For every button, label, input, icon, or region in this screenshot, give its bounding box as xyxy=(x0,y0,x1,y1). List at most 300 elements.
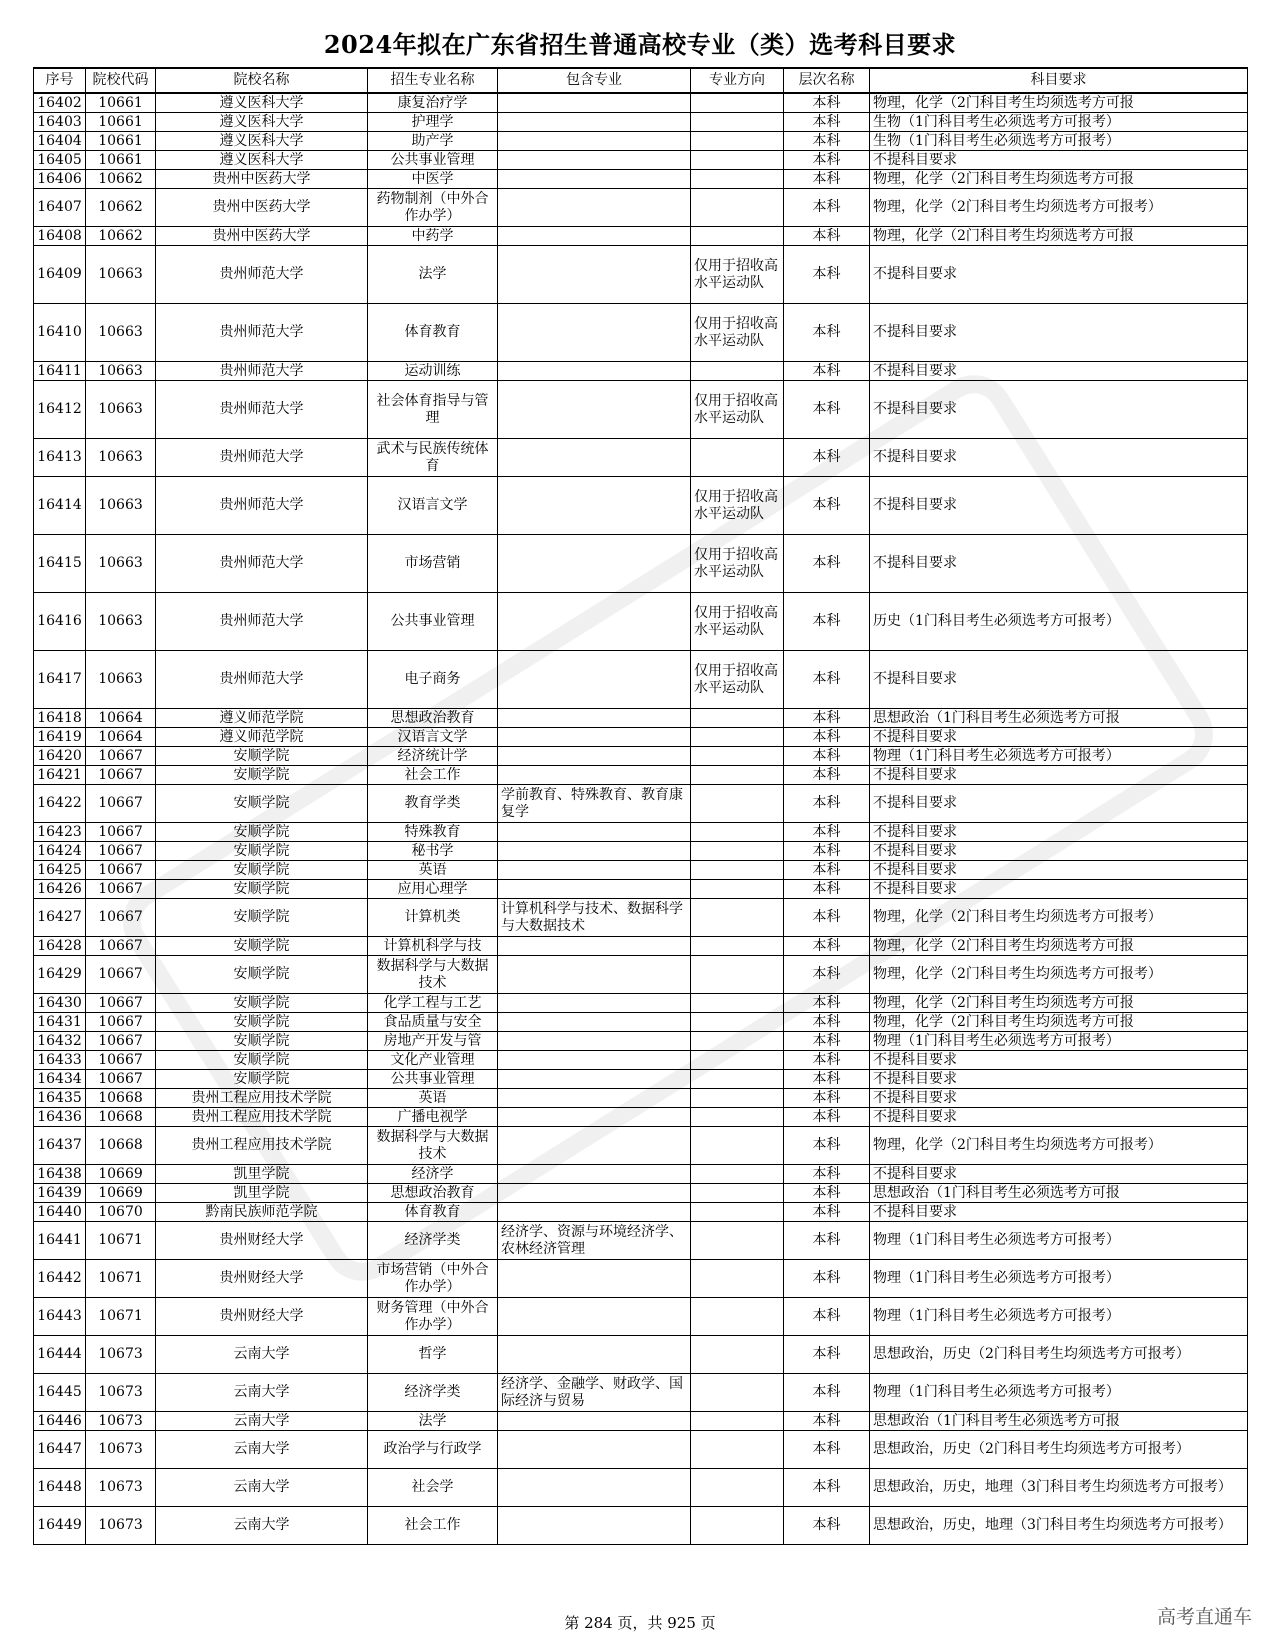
table-cell xyxy=(870,151,1248,170)
cell-text: 不提科目要求 xyxy=(873,151,957,168)
table-cell xyxy=(691,1089,784,1108)
table-cell xyxy=(691,861,784,880)
table-cell xyxy=(86,861,156,880)
table-cell xyxy=(34,381,86,439)
cell-text: 16408 xyxy=(37,227,82,244)
table-cell xyxy=(784,381,870,439)
table-cell xyxy=(784,728,870,747)
table-cell xyxy=(784,189,870,227)
cell-text: 药物制剂（中外合作办学） xyxy=(376,190,489,224)
cell-text: 数据科学与大数据技术 xyxy=(376,1128,489,1162)
cell-text: 16435 xyxy=(37,1089,82,1106)
table-cell xyxy=(691,994,784,1013)
table-row xyxy=(34,1089,1248,1108)
table-cell xyxy=(870,381,1248,439)
cell-text: 经济学、金融学、财政学、国际经济与贸易 xyxy=(501,1375,683,1409)
table-cell xyxy=(498,1222,691,1260)
table-cell xyxy=(368,1032,498,1051)
table-row xyxy=(34,1469,1248,1507)
cell-text: 物理（1门科目考生必须选考方可报考） xyxy=(873,1270,1120,1286)
table-row xyxy=(34,880,1248,899)
table-cell xyxy=(870,766,1248,785)
table-cell xyxy=(156,1051,368,1070)
cell-text: 不提科目要求 xyxy=(873,324,957,340)
table-body xyxy=(34,93,1248,1545)
table-cell xyxy=(784,709,870,728)
table-cell xyxy=(86,593,156,651)
table-row xyxy=(34,1298,1248,1336)
table-cell xyxy=(870,1032,1248,1051)
table-cell xyxy=(784,227,870,246)
table-cell xyxy=(86,651,156,709)
cell-text: 社会工作 xyxy=(404,1517,461,1533)
cell-text: 不提科目要求 xyxy=(873,362,957,379)
table-cell xyxy=(34,937,86,956)
table-cell xyxy=(368,651,498,709)
table-cell xyxy=(870,1412,1248,1431)
table-cell xyxy=(870,132,1248,151)
table-cell xyxy=(34,899,86,937)
table-row xyxy=(34,1203,1248,1222)
table-cell xyxy=(34,1184,86,1203)
table-cell xyxy=(498,1013,691,1032)
cell-text: 物理（1门科目考生必须选考方可报考） xyxy=(873,1032,1120,1049)
table-cell xyxy=(691,1070,784,1089)
cell-text: 10662 xyxy=(98,227,143,244)
table-cell xyxy=(368,189,498,227)
cell-text: 康复治疗学 xyxy=(397,94,468,111)
cell-text: 本科 xyxy=(812,613,841,629)
table-cell xyxy=(870,535,1248,593)
table-cell xyxy=(498,1051,691,1070)
cell-text: 16417 xyxy=(37,671,82,687)
table-cell xyxy=(368,1336,498,1374)
cell-text: 16425 xyxy=(37,861,82,878)
cell-text: 10663 xyxy=(98,401,143,417)
table-cell xyxy=(156,1203,368,1222)
cell-text: 仅用于招收高水平运动队 xyxy=(694,604,778,638)
cell-text: 秘书学 xyxy=(411,842,454,859)
table-cell xyxy=(34,304,86,362)
table-cell xyxy=(498,132,691,151)
table-cell xyxy=(498,246,691,304)
table-cell xyxy=(34,1469,86,1507)
cell-text: 16437 xyxy=(37,1137,82,1153)
cell-text: 10667 xyxy=(98,861,143,878)
cell-text: 物理，化学（2门科目考生均须选考方可报 xyxy=(873,94,1134,111)
cell-text: 本科 xyxy=(812,709,841,726)
table-row xyxy=(34,1013,1248,1032)
cell-text: 16426 xyxy=(37,880,82,897)
table-cell xyxy=(870,113,1248,132)
cell-text: 安顺学院 xyxy=(233,966,290,982)
table-cell xyxy=(498,937,691,956)
table-cell xyxy=(156,362,368,381)
table-cell xyxy=(156,994,368,1013)
table-cell xyxy=(368,1374,498,1412)
cell-text: 不提科目要求 xyxy=(873,842,957,859)
table-cell xyxy=(368,823,498,842)
table-cell xyxy=(870,1203,1248,1222)
cell-text: 经济学类 xyxy=(404,1384,461,1400)
table-cell xyxy=(870,899,1248,937)
cell-text: 本科 xyxy=(812,909,841,925)
cell-text: 云南大学 xyxy=(233,1479,290,1495)
cell-text: 16413 xyxy=(37,449,82,465)
table-cell xyxy=(86,709,156,728)
table-cell xyxy=(34,994,86,1013)
table-row xyxy=(34,766,1248,785)
table-row xyxy=(34,785,1248,823)
cell-text: 不提科目要求 xyxy=(873,861,957,878)
cell-text: 不提科目要求 xyxy=(873,795,957,811)
cell-text: 10667 xyxy=(98,1013,143,1030)
cell-text: 10673 xyxy=(98,1517,143,1533)
header-cell: 包含专业 xyxy=(498,68,691,93)
cell-text: 物理，化学（2门科目考生均须选考方可报 xyxy=(873,1013,1134,1030)
cell-text: 仅用于招收高水平运动队 xyxy=(694,392,778,426)
cell-text: 不提科目要求 xyxy=(873,497,957,513)
table-cell xyxy=(86,1469,156,1507)
cell-text: 凯里学院 xyxy=(233,1184,290,1201)
cell-text: 本科 xyxy=(812,937,841,954)
table-cell xyxy=(870,189,1248,227)
table-cell xyxy=(498,477,691,535)
cell-text: 10663 xyxy=(98,362,143,379)
table-cell xyxy=(86,747,156,766)
table-cell xyxy=(498,1431,691,1469)
cell-text: 本科 xyxy=(812,1184,841,1201)
cell-text: 16422 xyxy=(37,795,82,811)
table-cell xyxy=(498,1070,691,1089)
header-cell: 招生专业名称 xyxy=(368,68,498,93)
table-cell xyxy=(34,823,86,842)
table-cell xyxy=(691,1336,784,1374)
cell-text: 10663 xyxy=(98,449,143,465)
table-cell xyxy=(691,113,784,132)
cell-text: 本科 xyxy=(812,861,841,878)
cell-text: 16439 xyxy=(37,1184,82,1201)
table-cell xyxy=(86,1260,156,1298)
table-cell xyxy=(870,1165,1248,1184)
table-cell xyxy=(498,1260,691,1298)
cell-text: 体育教育 xyxy=(404,324,461,340)
cell-text: 遵义医科大学 xyxy=(219,113,304,130)
table-row xyxy=(34,1222,1248,1260)
table-cell xyxy=(86,728,156,747)
cell-text: 遵义师范学院 xyxy=(219,709,304,726)
table-cell xyxy=(784,1412,870,1431)
table-cell xyxy=(156,1013,368,1032)
table-cell xyxy=(691,1127,784,1165)
cell-text: 遵义师范学院 xyxy=(219,728,304,745)
table-cell xyxy=(86,1089,156,1108)
table-cell xyxy=(691,709,784,728)
cell-text: 本科 xyxy=(812,497,841,513)
cell-text: 16403 xyxy=(37,113,82,130)
table-cell xyxy=(368,1260,498,1298)
table-cell xyxy=(368,747,498,766)
table-cell xyxy=(156,1298,368,1336)
cell-text: 贵州工程应用技术学院 xyxy=(191,1108,332,1125)
cell-text: 不提科目要求 xyxy=(873,1051,957,1068)
cell-text: 16445 xyxy=(37,1384,82,1400)
cell-text: 10670 xyxy=(98,1203,143,1220)
table-cell xyxy=(784,1032,870,1051)
table-cell xyxy=(870,728,1248,747)
table-cell xyxy=(86,93,156,113)
table-cell xyxy=(34,1051,86,1070)
cell-text: 不提科目要求 xyxy=(873,1203,957,1220)
table-cell xyxy=(86,899,156,937)
cell-text: 安顺学院 xyxy=(233,909,290,925)
cell-text: 不提科目要求 xyxy=(873,401,957,417)
cell-text: 贵州师范大学 xyxy=(219,671,304,687)
table-cell xyxy=(498,823,691,842)
cell-text: 本科 xyxy=(812,1032,841,1049)
table-cell xyxy=(870,477,1248,535)
table-cell xyxy=(870,861,1248,880)
table-cell xyxy=(784,899,870,937)
table-row xyxy=(34,1374,1248,1412)
table-cell xyxy=(34,1431,86,1469)
table-cell xyxy=(34,1070,86,1089)
cell-text: 公共事业管理 xyxy=(390,151,475,168)
cell-text: 公共事业管理 xyxy=(390,613,475,629)
table-cell xyxy=(34,246,86,304)
cell-text: 16418 xyxy=(37,709,82,726)
cell-text: 财务管理（中外合作办学） xyxy=(376,1299,489,1333)
table-row xyxy=(34,170,1248,189)
table-cell xyxy=(368,93,498,113)
table-cell xyxy=(368,246,498,304)
table-cell xyxy=(156,1412,368,1431)
table-cell xyxy=(86,246,156,304)
cell-text: 贵州师范大学 xyxy=(219,266,304,282)
table-cell xyxy=(86,785,156,823)
cell-text: 贵州师范大学 xyxy=(219,401,304,417)
table-cell xyxy=(156,1184,368,1203)
table-cell xyxy=(368,132,498,151)
table-cell xyxy=(34,1298,86,1336)
cell-text: 本科 xyxy=(812,728,841,745)
cell-text: 本科 xyxy=(812,823,841,840)
cell-text: 16431 xyxy=(37,1013,82,1030)
table-cell xyxy=(691,1108,784,1127)
table-cell xyxy=(34,861,86,880)
table-cell xyxy=(498,1165,691,1184)
cell-text: 10661 xyxy=(98,113,143,130)
table-cell xyxy=(691,304,784,362)
table-cell xyxy=(870,1127,1248,1165)
cell-text: 10673 xyxy=(98,1441,143,1457)
cell-text: 本科 xyxy=(812,1412,841,1429)
cell-text: 16444 xyxy=(37,1346,82,1362)
cell-text: 思想政治教育 xyxy=(390,709,475,726)
table-cell xyxy=(156,113,368,132)
table-cell xyxy=(784,246,870,304)
table-cell xyxy=(86,1222,156,1260)
table-cell xyxy=(368,1051,498,1070)
table-cell xyxy=(784,823,870,842)
table-row xyxy=(34,861,1248,880)
table-cell xyxy=(870,1089,1248,1108)
cell-text: 不提科目要求 xyxy=(873,555,957,571)
cell-text: 本科 xyxy=(812,362,841,379)
cell-text: 16423 xyxy=(37,823,82,840)
table-cell xyxy=(691,132,784,151)
cell-text: 安顺学院 xyxy=(233,861,290,878)
table-cell xyxy=(784,151,870,170)
table-cell xyxy=(870,1336,1248,1374)
table-cell xyxy=(156,1165,368,1184)
table-cell xyxy=(498,709,691,728)
cell-text: 16429 xyxy=(37,966,82,982)
table-cell xyxy=(784,113,870,132)
cell-text: 16402 xyxy=(37,94,82,111)
cell-text: 本科 xyxy=(812,151,841,168)
table-cell xyxy=(691,189,784,227)
table-cell xyxy=(156,1260,368,1298)
table-row xyxy=(34,1108,1248,1127)
cell-text: 本科 xyxy=(812,1479,841,1495)
cell-text: 16407 xyxy=(37,199,82,215)
table-cell xyxy=(691,728,784,747)
cell-text: 16416 xyxy=(37,613,82,629)
cell-text: 16430 xyxy=(37,994,82,1011)
cell-text: 16442 xyxy=(37,1270,82,1286)
table-cell xyxy=(86,1374,156,1412)
table-cell xyxy=(156,93,368,113)
cell-text: 不提科目要求 xyxy=(873,728,957,745)
cell-text: 法学 xyxy=(418,1412,447,1429)
table-cell xyxy=(156,1374,368,1412)
table-cell xyxy=(34,880,86,899)
cell-text: 贵州师范大学 xyxy=(219,555,304,571)
table-cell xyxy=(870,842,1248,861)
table-cell xyxy=(870,362,1248,381)
table-row xyxy=(34,937,1248,956)
table-cell xyxy=(86,1203,156,1222)
cell-text: 16433 xyxy=(37,1051,82,1068)
cell-text: 16447 xyxy=(37,1441,82,1457)
table-cell xyxy=(34,189,86,227)
table-cell xyxy=(784,1431,870,1469)
table-cell xyxy=(784,1298,870,1336)
cell-text: 房地产开发与管 xyxy=(383,1032,482,1049)
table-cell xyxy=(870,1184,1248,1203)
table-cell xyxy=(784,132,870,151)
cell-text: 思想政治（1门科目考生必须选考方可报 xyxy=(873,709,1120,726)
table-cell xyxy=(34,1013,86,1032)
table-cell xyxy=(34,956,86,994)
cell-text: 本科 xyxy=(812,1270,841,1286)
cell-text: 中医学 xyxy=(411,170,454,187)
table-cell xyxy=(86,227,156,246)
table-cell xyxy=(156,880,368,899)
table-cell xyxy=(34,227,86,246)
cell-text: 安顺学院 xyxy=(233,766,290,783)
cell-text: 本科 xyxy=(812,555,841,571)
table-cell xyxy=(156,1469,368,1507)
table-cell xyxy=(691,1032,784,1051)
cell-text: 10663 xyxy=(98,671,143,687)
table-cell xyxy=(784,1222,870,1260)
table-cell xyxy=(870,1469,1248,1507)
cell-text: 10662 xyxy=(98,199,143,215)
cell-text: 不提科目要求 xyxy=(873,766,957,783)
cell-text: 10661 xyxy=(98,151,143,168)
cell-text: 10667 xyxy=(98,966,143,982)
table-cell xyxy=(86,113,156,132)
table-row xyxy=(34,381,1248,439)
table-cell xyxy=(870,937,1248,956)
table-cell xyxy=(691,1222,784,1260)
cell-text: 物理，化学（2门科目考生均须选考方可报考） xyxy=(873,966,1162,982)
cell-text: 本科 xyxy=(812,1384,841,1400)
cell-text: 文化产业管理 xyxy=(390,1051,475,1068)
header-cell: 序号 xyxy=(34,68,86,93)
cell-text: 本科 xyxy=(812,842,841,859)
cell-text: 仅用于招收高水平运动队 xyxy=(694,257,778,291)
table-cell xyxy=(784,593,870,651)
table-row xyxy=(34,1032,1248,1051)
table-row xyxy=(34,728,1248,747)
table-cell xyxy=(498,1412,691,1431)
table-cell xyxy=(691,823,784,842)
table-row xyxy=(34,899,1248,937)
table-cell xyxy=(34,1127,86,1165)
table-cell xyxy=(34,651,86,709)
cell-text: 10667 xyxy=(98,766,143,783)
table-cell xyxy=(784,766,870,785)
cell-text: 本科 xyxy=(812,227,841,244)
table-cell xyxy=(368,1431,498,1469)
cell-text: 本科 xyxy=(812,1517,841,1533)
table-cell xyxy=(34,362,86,381)
cell-text: 助产学 xyxy=(411,132,454,149)
table-cell xyxy=(498,728,691,747)
table-cell xyxy=(86,151,156,170)
cell-text: 贵州中医药大学 xyxy=(212,227,311,244)
table-cell xyxy=(86,381,156,439)
table-cell xyxy=(691,246,784,304)
cell-text: 英语 xyxy=(418,861,447,878)
table-cell xyxy=(156,1108,368,1127)
table-cell xyxy=(156,170,368,189)
table-row xyxy=(34,132,1248,151)
cell-text: 本科 xyxy=(812,671,841,687)
cell-text: 不提科目要求 xyxy=(873,449,957,465)
cell-text: 思想政治（1门科目考生必须选考方可报 xyxy=(873,1184,1120,1201)
cell-text: 10667 xyxy=(98,1070,143,1087)
cell-text: 哲学 xyxy=(418,1346,447,1362)
table-cell xyxy=(498,956,691,994)
cell-text: 10664 xyxy=(98,709,143,726)
table-cell xyxy=(156,842,368,861)
table-cell xyxy=(156,304,368,362)
cell-text: 16443 xyxy=(37,1308,82,1324)
table-cell xyxy=(498,170,691,189)
cell-text: 物理（1门科目考生必须选考方可报考） xyxy=(873,747,1120,764)
table-cell xyxy=(784,362,870,381)
table-row xyxy=(34,93,1248,113)
cell-text: 市场营销 xyxy=(404,555,461,571)
table-cell xyxy=(691,785,784,823)
cell-text: 16414 xyxy=(37,497,82,513)
cell-text: 社会体育指导与管理 xyxy=(376,392,489,426)
cell-text: 食品质量与安全 xyxy=(383,1013,482,1030)
